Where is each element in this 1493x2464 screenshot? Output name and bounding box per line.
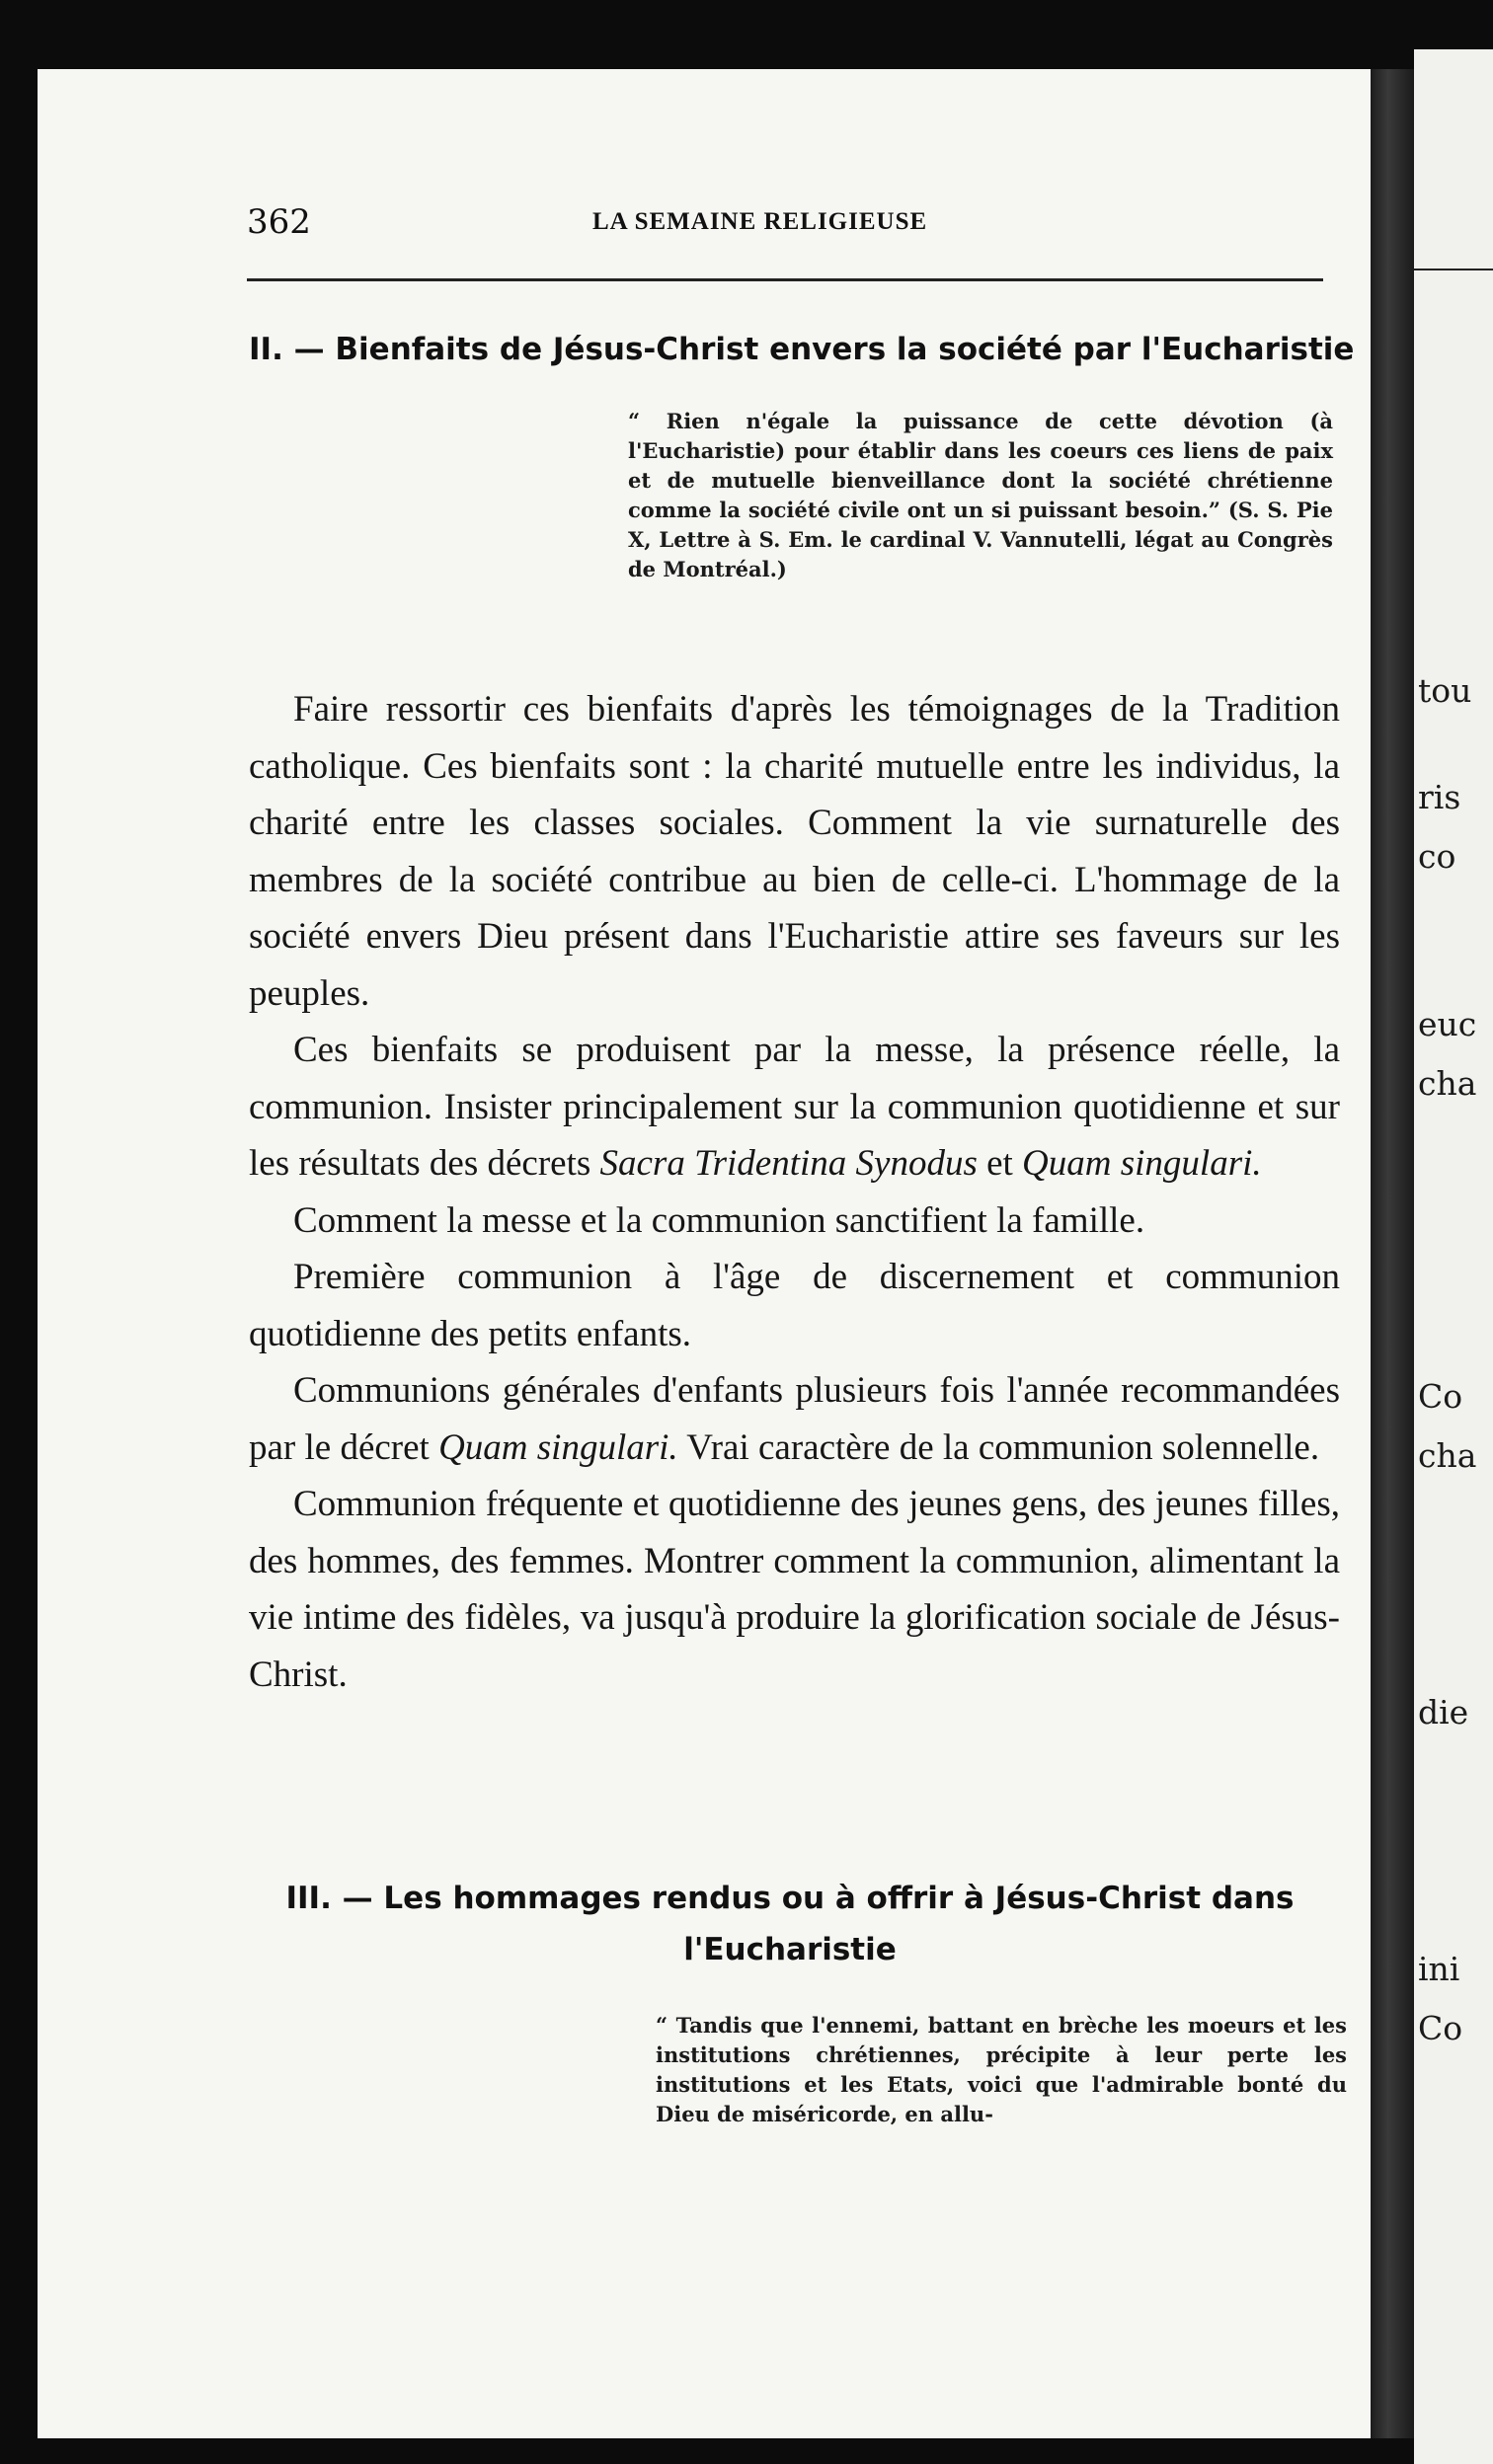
facing-page-fragment: tou	[1418, 671, 1472, 710]
paragraph: Comment la messe et la communion sanctifient la famille.	[293, 1199, 1145, 1241]
paragraph-text: Ces bienfaits se produisent par la messe, la présence réelle, la communion. Insister principalement sur la communion quotidienne et sur les résultats des décrets	[249, 1030, 1340, 1184]
facing-page-rule	[1414, 269, 1493, 270]
facing-page-fragment: ini	[1418, 1950, 1460, 1988]
facing-page-fragment: co	[1418, 837, 1456, 876]
facing-page-fragment: die	[1418, 1693, 1469, 1732]
facing-page-fragment: Co	[1418, 1377, 1463, 1416]
facing-page-fragment: euc	[1418, 1005, 1477, 1043]
paragraph-text: et	[977, 1143, 1023, 1184]
page-number: 362	[247, 202, 311, 242]
facing-page-fragment: cha	[1418, 1436, 1477, 1475]
decree-title: Quam singulari.	[438, 1426, 678, 1468]
decree-title: Sacra Tridentina Synodus	[599, 1143, 978, 1184]
section-heading: III. — Les hommages rendus ou à offrir à Jésus-Christ dans l'Eucharistie	[285, 1881, 1295, 1967]
epigraph-text: “ Tandis que l'ennemi, battant en brèche les moeurs et les institutions chrétiennes, précipite à leur perte les institutions et les Etats, voici que l'admirable bonté du Dieu de miséricorde, en allu-	[656, 2013, 1347, 2126]
book-spine	[1371, 69, 1414, 2438]
paragraph	[249, 1022, 1340, 1193]
epigraph-quote	[628, 407, 1333, 584]
facing-page-fragment: cha	[1418, 1064, 1477, 1103]
header-rule	[247, 278, 1323, 281]
epigraph-text: “ Rien n'égale la puissance de cette dévotion (à l'Eucharistie) pour établir dans les coeurs ces liens de paix et de mutuelle bienveillance dont la société chrétienne comme la société civile ont un si puissant besoin.”	[628, 409, 1333, 522]
facing-page-edge	[1414, 49, 1493, 2464]
epigraph-quote	[656, 2011, 1347, 2129]
facing-page-fragment: ris	[1418, 778, 1461, 816]
decree-title: Quam singulari.	[1022, 1143, 1262, 1184]
running-header	[247, 202, 1323, 252]
paragraph: Première communion à l'âge de discernement et communion quotidienne des petits enfants.	[249, 1257, 1340, 1354]
running-title: LA SEMAINE RELIGIEUSE	[592, 208, 928, 235]
paragraph: Communion fréquente et quotidienne des jeunes gens, des jeunes filles, des hommes, des femmes. Montrer comment la communion, alimentant la vie intime des fidèles, va jusqu'à produire la glorification sociale de Jésus-Christ.	[249, 1484, 1340, 1695]
paragraph-text: Communions générales d'enfants plusieurs fois l'année recommandées par le décret	[249, 1370, 1340, 1468]
paragraph-text: Vrai caractère de la communion solennelle.	[677, 1426, 1320, 1468]
facing-page-fragment: Co	[1418, 2009, 1463, 2047]
section-heading: II. — Bienfaits de Jésus-Christ envers la société par l'Eucharistie	[249, 332, 1355, 367]
paragraph	[249, 1362, 1340, 1476]
body-text	[249, 681, 1340, 1703]
paragraph: Faire ressortir ces bienfaits d'après les témoignages de la Tradition catholique. Ces bienfaits sont : la charité mutuelle entre les individus, la charité entre les classes sociales. Comment la vie surnaturelle des membres de la société contribue au bien de celle-ci. L'hommage de la société envers Dieu présent dans l'Eucharistie attire ses faveurs sur les peuples.	[249, 689, 1340, 1014]
epigraph-source: (S. S. Pie X, Lettre à S. Em. le cardinal V. Vannutelli, légat au Congrès de Montréal.)	[628, 498, 1334, 581]
